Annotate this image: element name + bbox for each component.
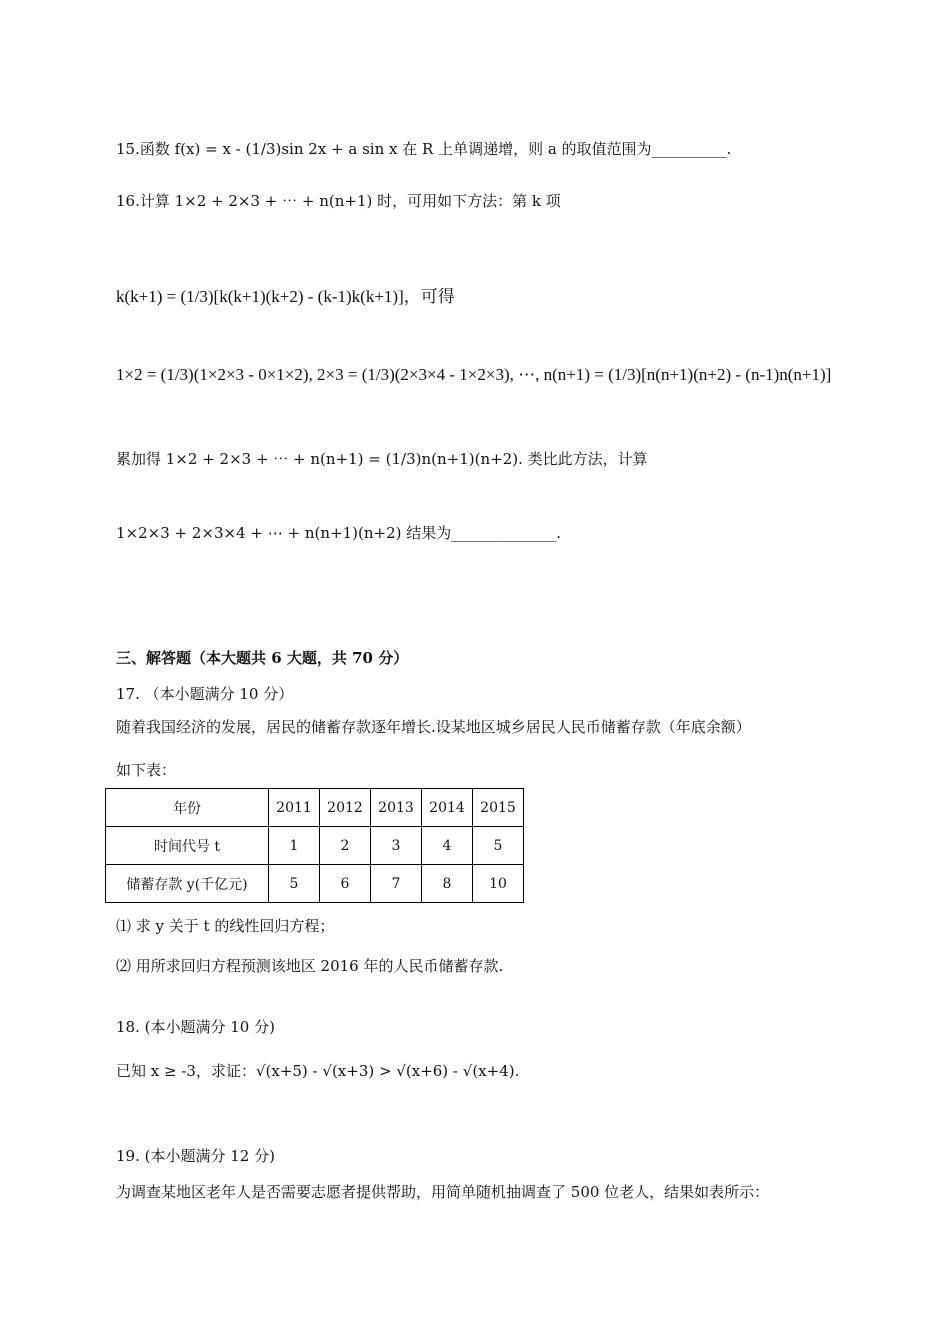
table-cell: 时间代号 t (106, 827, 269, 865)
table-cell: 2012 (320, 789, 371, 827)
question-15: 15.函数 f(x) = x - (1/3)sin 2x + a sin x 在 R 上单调递增，则 a 的取值范围为__________. (116, 140, 732, 158)
table-row (106, 865, 524, 903)
question-16-ask: 1×2×3 + 2×3×4 + ⋯ + n(n+1)(n+2) 结果为______________. (116, 524, 561, 542)
question-16-sum: 累加得 1×2 + 2×3 + ⋯ + n(n+1) = (1/3)n(n+1)(n+2). 类比此方法，计算 (116, 450, 648, 468)
question-17-part-1: ⑴ 求 y 关于 t 的线性回归方程； (116, 917, 335, 935)
question-18-text: 已知 x ≥ -3，求证：√(x+5) - √(x+3) > √(x+6) - √(x+4). (116, 1062, 520, 1080)
table-cell: 2015 (473, 789, 524, 827)
question-19-text: 为调查某地区老年人是否需要志愿者提供帮助，用简单随机抽调查了 500 位老人，结果如表所示： (116, 1183, 770, 1201)
table-cell: 2014 (422, 789, 473, 827)
table-row (106, 827, 524, 865)
question-17-text-2: 如下表： (116, 761, 177, 779)
question-16-formula-2: 1×2 = (1/3)(1×2×3 - 0×1×2), 2×3 = (1/3)(2×3×4 - 1×2×3), ⋯, n(n+1) = (1/3)[n(n+1)(n+2) - (n-1)n(n+1)] (116, 365, 832, 384)
table-cell: 2013 (371, 789, 422, 827)
question-16-formula-1: k(k+1) = (1/3)[k(k+1)(k+2) - (k-1)k(k+1)]，可得 (116, 287, 455, 306)
table-cell: 2 (320, 827, 371, 865)
question-17-title: 17. （本小题满分 10 分） (116, 685, 294, 703)
table-cell: 4 (422, 827, 473, 865)
question-19-title: 19. (本小题满分 12 分) (116, 1147, 275, 1165)
table-cell: 5 (473, 827, 524, 865)
table-cell: 7 (371, 865, 422, 903)
table-cell: 8 (422, 865, 473, 903)
table-cell: 6 (320, 865, 371, 903)
question-16-intro: 16.计算 1×2 + 2×3 + ⋯ + n(n+1) 时，可用如下方法：第 k 项 (116, 192, 561, 210)
section-3-heading: 三、解答题（本大题共 6 大题，共 70 分） (116, 649, 409, 667)
table-cell: 2011 (269, 789, 320, 827)
question-17-part-2: ⑵ 用所求回归方程预测该地区 2016 年的人民币储蓄存款. (116, 957, 504, 975)
table-cell: 5 (269, 865, 320, 903)
question-17-text-1: 随着我国经济的发展，居民的储蓄存款逐年增长.设某地区城乡居民人民币储蓄存款（年底余额） (116, 718, 751, 736)
table-cell: 1 (269, 827, 320, 865)
table-cell: 3 (371, 827, 422, 865)
question-18-title: 18. (本小题满分 10 分) (116, 1018, 275, 1036)
table-cell: 10 (473, 865, 524, 903)
table-cell: 年份 (106, 789, 269, 827)
table-cell: 储蓄存款 y(千亿元) (106, 865, 269, 903)
savings-table (105, 788, 524, 903)
table-row (106, 789, 524, 827)
